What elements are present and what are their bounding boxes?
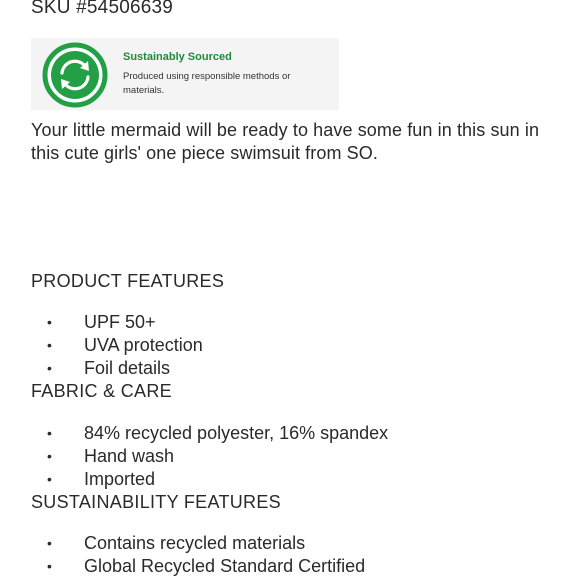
- sustainability-features-heading: SUSTAINABILITY FEATURES: [31, 492, 281, 512]
- bullet-icon: •: [47, 448, 52, 464]
- bullet-icon: •: [47, 558, 52, 574]
- bullet-icon: •: [47, 535, 52, 551]
- bullet-icon: •: [47, 337, 52, 353]
- list-item-text: Foil details: [84, 358, 171, 378]
- product-description: Your little mermaid will be ready to have some fun in this sun in this cute girls' one piece swimsuit from SO.: [31, 120, 540, 163]
- fabric-care-heading: FABRIC & CARE: [31, 381, 172, 401]
- list-item-text: Imported: [84, 469, 156, 489]
- list-item-text: Hand wash: [84, 446, 175, 466]
- list-item-text: Contains recycled materials: [84, 533, 306, 553]
- product-features-heading: PRODUCT FEATURES: [31, 271, 225, 291]
- list-item-text: 84% recycled polyester, 16% spandex: [84, 423, 389, 443]
- bullet-icon: •: [47, 314, 52, 330]
- recycle-arrows-icon: [42, 42, 108, 108]
- list-item-text: Global Recycled Standard Certified: [84, 556, 366, 576]
- sku-number: SKU #54506639: [31, 0, 174, 18]
- list-item-text: UVA protection: [84, 335, 203, 355]
- bullet-icon: •: [47, 360, 52, 376]
- sustainably-sourced-badge: [31, 38, 339, 110]
- bullet-icon: •: [47, 471, 52, 487]
- list-item-text: UPF 50+: [84, 312, 156, 332]
- bullet-icon: •: [47, 425, 52, 441]
- badge-title: Sustainably Sourced: [123, 51, 232, 63]
- badge-text: Produced using responsible methods or materials.: [123, 71, 291, 96]
